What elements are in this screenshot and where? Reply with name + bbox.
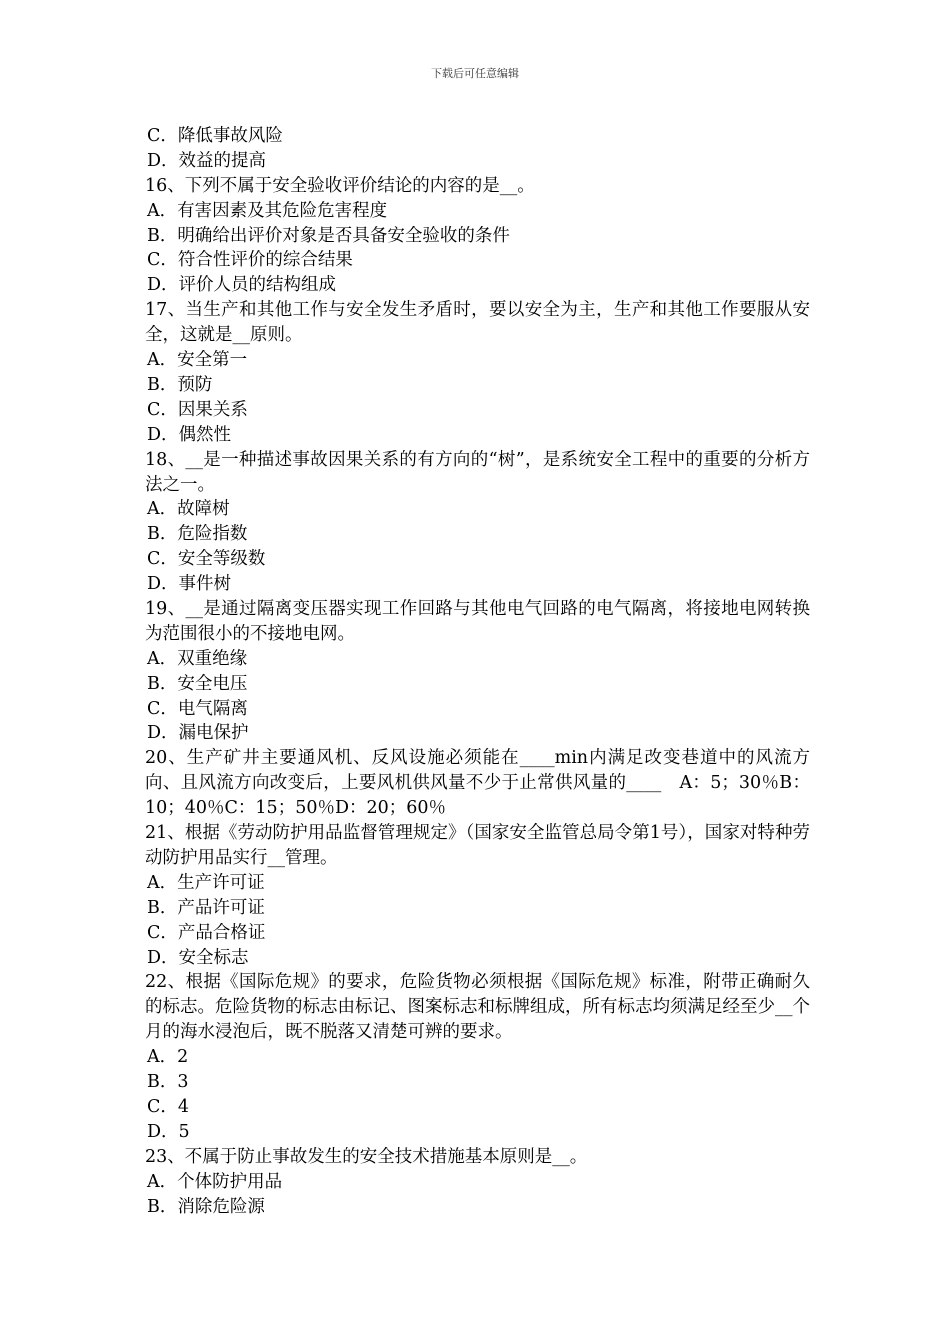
option-23-b: B．消除危险源 <box>147 1196 265 1217</box>
option-21-b: B．产品许可证 <box>147 897 265 918</box>
option-18-c: C．安全等级数 <box>147 549 266 570</box>
option-16-d: D．评价人员的结构组成 <box>147 275 337 296</box>
option-19-d: D．漏电保护 <box>147 723 249 744</box>
option-22-c: C．4 <box>147 1096 190 1117</box>
option-21-d: D．安全标志 <box>147 947 249 968</box>
option-18-b: B．危险指数 <box>147 524 248 545</box>
option-16-c: C．符合性评价的综合结果 <box>147 250 353 271</box>
question-21: 21、根据《劳动防护用品监督管理规定》（国家安全监管总局令第1号），国家对特种劳动防护用品实行__管理。 <box>145 823 810 868</box>
option-19-a: A．双重绝缘 <box>147 648 248 669</box>
option-23-a: A．个体防护用品 <box>147 1171 283 1192</box>
question-16: 16、下列不属于安全验收评价结论的内容的是__。 <box>145 175 535 196</box>
option-19-c: C．电气隔离 <box>147 698 248 719</box>
option-18-a: A．故障树 <box>147 499 230 520</box>
option-17-c: C．因果关系 <box>147 399 248 420</box>
option-21-a: A．生产许可证 <box>147 872 265 893</box>
option-22-b: B．3 <box>147 1072 189 1093</box>
option-22-a: A．2 <box>147 1047 189 1068</box>
option-17-a: A．安全第一 <box>147 350 248 371</box>
question-20: 20、生产矿井主要通风机、反风设施必须能在____min内满足改变巷道中的风流方向、且风流方向改变后，上要风机供风量不少于止常供风量的____ A：5；30％B：10；40％C：15；50％D：20；60％ <box>145 748 810 819</box>
option-18-d: D．事件树 <box>147 574 232 595</box>
document-body <box>145 124 810 1219</box>
option-16-b: B．明确给出评价对象是否具备安全验收的条件 <box>147 225 510 246</box>
question-18: 18、__是一种描述事故因果关系的有方向的“树”，是系统安全工程中的重要的分析方法之一。 <box>145 449 810 495</box>
option-16-prev-d: D．效益的提高 <box>147 150 267 171</box>
question-19: 19、__是通过隔离变压器实现工作回路与其他电气回路的电气隔离，将接地电网转换为范围很小的不接地电网。 <box>145 599 810 644</box>
question-17: 17、当生产和其他工作与安全发生矛盾时，要以安全为主，生产和其他工作要服从安全，这就是__原则。 <box>145 300 810 346</box>
option-22-d: D．5 <box>147 1121 190 1142</box>
question-22: 22、根据《国际危规》的要求，危险货物必须根据《国际危规》标准，附带正确耐久的标志。危险货物的标志由标记、图案标志和标牌组成，所有标志均须满足经至少__个月的海水浸泡后，既不脱落又清楚可辨的要求。 <box>145 972 810 1043</box>
question-23: 23、不属于防止事故发生的安全技术措施基本原则是__。 <box>145 1146 588 1167</box>
option-16-a: A．有害因素及其危险危害程度 <box>147 200 388 221</box>
option-19-b: B．安全电压 <box>147 673 248 694</box>
option-16-prev-c: C．降低事故风险 <box>147 126 283 146</box>
option-17-b: B．预防 <box>147 374 213 395</box>
page-header: 下载后可任意编辑 <box>431 67 519 80</box>
option-21-c: C．产品合格证 <box>147 922 266 943</box>
option-17-d: D．偶然性 <box>147 424 232 445</box>
